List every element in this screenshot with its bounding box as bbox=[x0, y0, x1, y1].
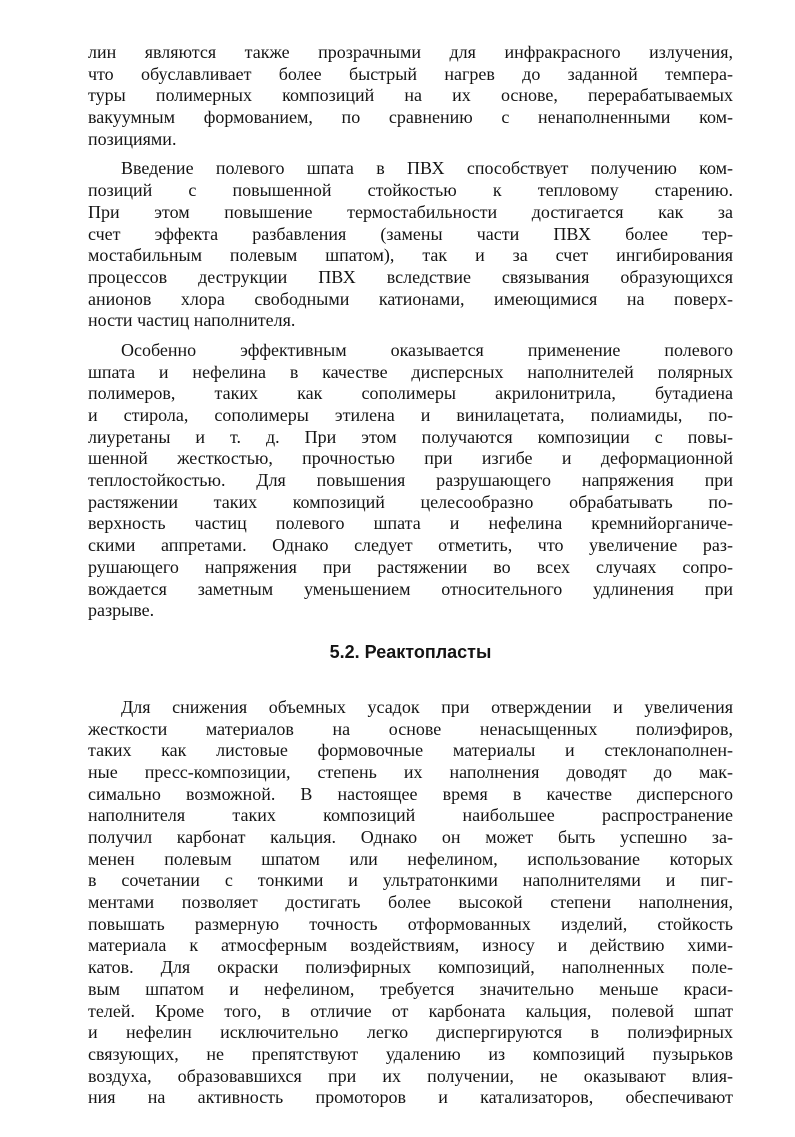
page-body bbox=[88, 42, 733, 1109]
paragraph-continuation bbox=[88, 42, 733, 150]
text-line: получил карбонат кальция. Однако он может быть успешно за- bbox=[88, 827, 733, 847]
text-line: что обуславливает более быстрый нагрев до заданной темпера- bbox=[88, 63, 733, 84]
text-line: и нефелин исключительно легко диспергируются в полиэфирных bbox=[88, 1022, 733, 1043]
text-line: ные пресс-композиции, степень их наполнения доводят до мак- bbox=[88, 761, 733, 782]
text-line: позиций с повышенной стойкостью к тепловому старению. bbox=[88, 180, 733, 201]
text-line: При этом повышение термостабильности достигается как за bbox=[88, 201, 733, 222]
text-line: жесткости материалов на основе ненасыщенных полиэфиров, bbox=[88, 718, 733, 739]
text-line: ности частиц наполнителя. bbox=[88, 310, 296, 331]
text-line: Для снижения объемных усадок при отверждении и увеличения bbox=[121, 696, 733, 717]
paragraph-thermosets bbox=[88, 697, 733, 1109]
text-line: шенной жесткостью, прочностью при изгибе и деформационной bbox=[88, 448, 733, 469]
text-line: мостабильным полевым шпатом), так и за счет ингибирования bbox=[88, 245, 733, 266]
text-line: в сочетании с тонкими и ультратонкими наполнителями и пиг- bbox=[88, 870, 733, 891]
text-line: Особенно эффективным оказывается применение полевого bbox=[121, 339, 733, 360]
text-line: связующих, не препятствуют удалению из композиций пузырьков bbox=[88, 1043, 733, 1064]
text-line: вождается заметным уменьшением относительного удлинения при bbox=[88, 578, 733, 599]
text-line: теплостойкостью. Для повышения разрушающего напряжения при bbox=[88, 470, 733, 491]
paragraph-feldspar-pvc bbox=[88, 158, 733, 332]
text-line: телей. Кроме того, в отличие от карбоната кальция, полевой шпат bbox=[88, 1000, 733, 1021]
paragraph-gap bbox=[88, 332, 733, 340]
text-line: счет эффекта разбавления (замены части ПВХ более тер- bbox=[88, 223, 733, 244]
text-line: Введение полевого шпата в ПВХ способствует получению ком- bbox=[121, 158, 733, 179]
text-line: воздуха, образовавшихся при их получении, не оказывают влия- bbox=[88, 1065, 733, 1086]
text-line: верхность частиц полевого шпата и нефелина кремнийорганиче- bbox=[88, 513, 733, 534]
text-line: шпата и нефелина в качестве дисперсных наполнителей полярных bbox=[88, 361, 733, 382]
paragraph-gap bbox=[88, 150, 733, 158]
text-line: менен полевым шпатом или нефелином, использование которых bbox=[88, 848, 733, 869]
text-line: повышать размерную точность отформованных изделий, стойкость bbox=[88, 913, 733, 934]
text-line: лин являются также прозрачными для инфракрасного излучения, bbox=[88, 42, 733, 62]
text-line: разрыве. bbox=[88, 600, 155, 621]
paragraph-polar-polymers bbox=[88, 340, 733, 622]
text-line: скими аппретами. Однако следует отметить, что увеличение раз- bbox=[88, 535, 733, 556]
text-line: туры полимерных композиций на их основе, перерабатываемых bbox=[88, 85, 733, 106]
text-line: симально возможной. В настоящее время в качестве дисперсного bbox=[88, 783, 733, 804]
text-line: полимеров, таких как сополимеры акрилонитрила, бутадиена bbox=[88, 383, 733, 404]
text-line: растяжении таких композиций целесообразно обрабатывать по- bbox=[88, 491, 733, 512]
text-line: вым шпатом и нефелином, требуется значительно меньше краси- bbox=[88, 978, 733, 999]
text-line: процессов деструкции ПВХ вследствие связывания образующихся bbox=[88, 266, 733, 287]
text-line: позициями. bbox=[88, 128, 177, 149]
text-line: рушающего напряжения при растяжении во всех случаях сопро- bbox=[88, 556, 733, 577]
text-line: анионов хлора свободными катионами, имеющимися на поверх- bbox=[88, 288, 733, 309]
text-line: таких как листовые формовочные материалы и стеклонаполнен- bbox=[88, 740, 733, 761]
text-line: лиуретаны и т. д. При этом получаются композиции с повы- bbox=[88, 426, 733, 447]
text-line: материала к атмосферным воздействиям, износу и действию хими- bbox=[88, 935, 733, 956]
text-line: ния на активность промоторов и катализаторов, обеспечивают bbox=[88, 1087, 733, 1108]
text-line: ментами позволяет достигать более высокой степени наполнения, bbox=[88, 892, 733, 913]
section-heading: 5.2. Реактопласты bbox=[329, 641, 492, 662]
text-line: вакуумным формованием, по сравнению с ненаполненными ком- bbox=[88, 107, 733, 128]
text-line: катов. Для окраски полиэфирных композиций, наполненных поле- bbox=[88, 957, 733, 978]
text-line: наполнителя таких композиций наибольшее распространение bbox=[88, 805, 733, 826]
text-line: и стирола, сополимеры этилена и винилацетата, полиамиды, по- bbox=[88, 405, 733, 425]
